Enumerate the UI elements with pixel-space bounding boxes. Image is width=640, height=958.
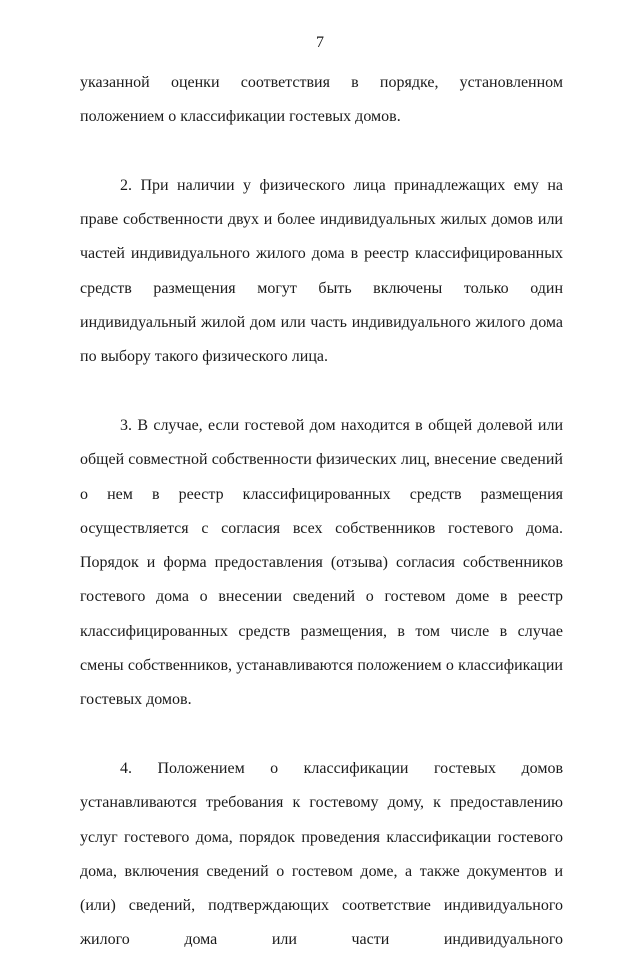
page-number: 7 — [316, 34, 324, 51]
paragraph-continuation: указанной оценки соответствия в порядке, установленном положением о классификации гостевых домов. — [80, 74, 563, 126]
document-body — [80, 66, 563, 958]
paragraph-3: 3. В случае, если гостевой дом находится в общей долевой или общей совместной собственности физических лиц, внесение сведений о нем в реестр классифицированных средств размещения осуществляется с согласия всех собственников гостевого дома. Порядок и форма предоставления (отзыва) согласия собственников гостевого дома о внесении сведений о гостевом доме в реестр классифицированных средств размещения, в том числе в случае смены собственников, устанавливаются положением о классификации гостевых домов. — [80, 416, 563, 709]
paragraph-2: 2. При наличии у физического лица принадлежащих ему на праве собственности двух и более индивидуальных жилых домов или частей индивидуального жилого дома в реестр классифицированных средств размещения могут быть включены только один индивидуальный жилой дом или часть индивидуального жилого дома по выбору такого физического лица. — [80, 176, 563, 366]
paragraph-4: 4. Положением о классификации гостевых домов устанавливаются требования к гостевому дому, к предоставлению услуг гостевого дома, порядок проведения классификации гостевого дома, включения сведений о гостевом доме, а также документов и (или) сведений, подтверждающих соответствие индивидуального жилого дома или части индивидуального — [80, 759, 563, 949]
